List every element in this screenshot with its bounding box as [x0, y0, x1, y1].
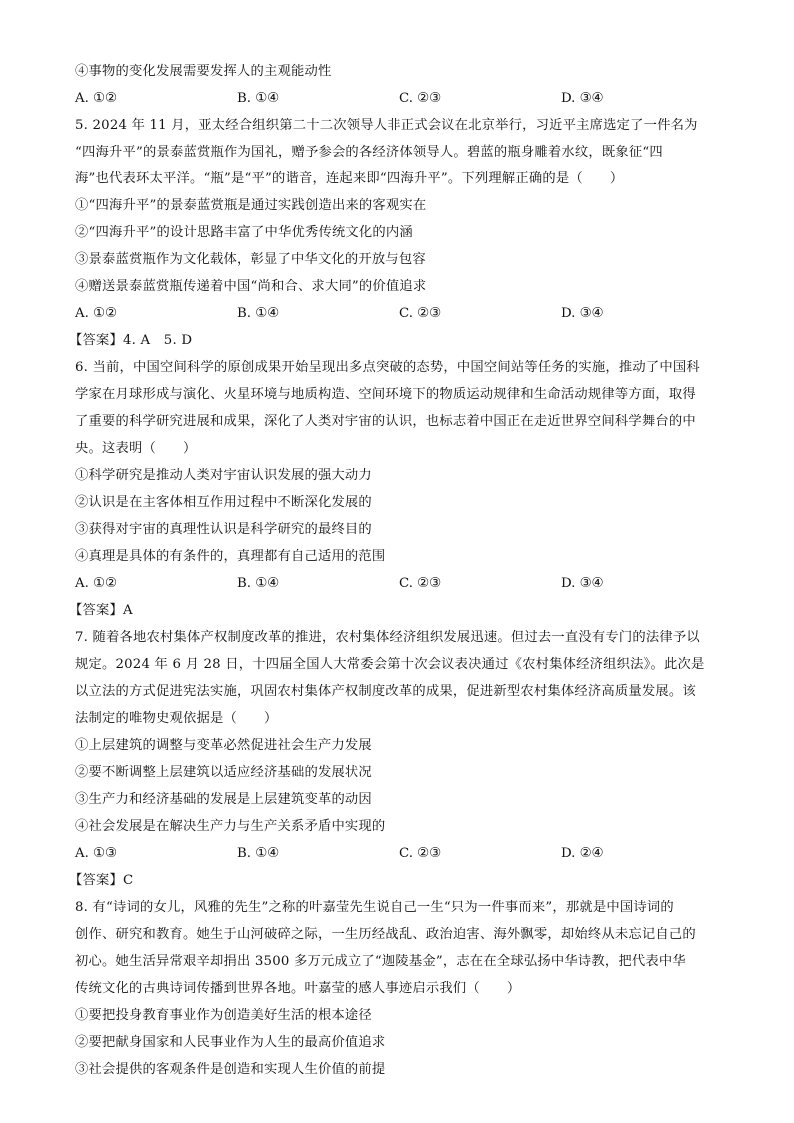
q6-item-4: ④真理是具体的有条件的，真理都有自己适用的范围: [75, 549, 386, 564]
q7-options: [75, 845, 725, 863]
q6-item-3: ③获得对宇宙的真理性认识是科学研究的最终目的: [75, 522, 372, 537]
q8-item-2: ②要把献身国家和人民事业作为人生的最高价值追求: [75, 1035, 386, 1050]
q7-item-2: ②要不断调整上层建筑以适应经济基础的发展状况: [75, 765, 372, 780]
answer-4-5: 【答案】4. A 5. D: [69, 333, 193, 348]
option-a: A. ①②: [75, 576, 117, 591]
item-4-text: ④事物的变化发展需要发挥人的主观能动性: [75, 64, 332, 79]
q4-options: [75, 90, 725, 108]
q8-item-3: ③社会提供的客观条件是创造和实现人生价值的前提: [75, 1062, 386, 1077]
q5-stem-line-1: 5. 2024 年 11 月，亚太经合组织第二十二次领导人非正式会议在北京举行，习近平主席选定了一件名为: [75, 118, 698, 133]
q5-item-2: ②“四海升平”的设计思路丰富了中华优秀传统文化的内涵: [75, 225, 413, 240]
q7-item-1: ①上层建筑的调整与变革必然促进社会生产力发展: [75, 738, 372, 753]
option-a: A. ①②: [75, 91, 117, 106]
q8-stem-line-2: 创作、研究和教育。她生于山河破碎之际，一生历经战乱、政治迫害、海外飘零，却始终从未忘记自己的: [75, 927, 696, 942]
q7-stem-line-3: 以立法的方式促进宪法实施，巩固农村集体产权制度改革的成果，促进新型农村集体经济高质量发展。该: [75, 684, 696, 699]
q5-item-3: ③景泰蓝赏瓶作为文化载体，彰显了中华文化的开放与包容: [75, 252, 426, 267]
q7-item-4: ④社会发展是在解决生产力与生产关系矛盾中实现的: [75, 819, 386, 834]
q8-stem-line-4: 传统文化的古典诗词传播到世界各地。叶嘉莹的感人事迹启示我们（ ）: [75, 981, 521, 996]
option-c: C. ②③: [399, 306, 441, 321]
option-c: C. ②③: [399, 846, 441, 861]
q6-item-2: ②认识是在主客体相互作用过程中不断深化发展的: [75, 495, 372, 510]
option-b: B. ①④: [237, 91, 280, 106]
q8-stem-line-1: 8. 有“诗词的女儿，风雅的先生”之称的叶嘉莹先生说自己一生“只为一件事而来”，那就是中国诗词的: [75, 900, 674, 915]
option-b: B. ①④: [237, 306, 280, 321]
q6-stem-line-1: 6. 当前，中国空间科学的原创成果开始呈现出多点突破的态势，中国空间站等任务的实施，推动了中国科: [75, 360, 700, 375]
q7-stem-line-1: 7. 随着各地农村集体产权制度改革的推进，农村集体经济组织发展迅速。但过去一直没有专门的法律予以: [75, 630, 700, 645]
q6-stem-line-2: 学家在月球形成与演化、火星环境与地质构造、空间环境下的物质运动规律和生命活动规律等方面，取得: [75, 387, 696, 402]
q5-stem-line-2: “四海升平”的景泰蓝赏瓶作为国礼，赠予参会的各经济体领导人。碧蓝的瓶身雕着水纹，既象征“四: [75, 145, 663, 160]
q7-stem-line-2: 规定。2024 年 6 月 28 日，十四届全国人大常委会第十次会议表决通过《农村集体经济组织法》。此次是: [75, 657, 705, 672]
q5-item-4: ④赠送景泰蓝赏瓶传递着中国“尚和合、求大同”的价值追求: [75, 279, 427, 294]
option-d: D. ③④: [561, 91, 604, 106]
q6-item-1: ①科学研究是推动人类对宇宙认识发展的强大动力: [75, 468, 372, 483]
q8-stem-line-3: 初心。她生活异常艰辛却捐出 3500 多万元成立了“迦陵基金”，志在在全球弘扬中华诗教，把代表中华: [75, 954, 686, 969]
answer-6: 【答案】A: [69, 603, 133, 618]
q5-stem-line-3: 海”也代表环太平洋。“瓶”是“平”的谐音，连起来即“四海升平”。下列理解正确的是（ ）: [75, 171, 624, 186]
q7-item-3: ③生产力和经济基础的发展是上层建筑变革的动因: [75, 792, 372, 807]
q6-stem-line-3: 了重要的科学研究进展和成果，深化了人类对宇宙的认识，也标志着中国正在走近世界空间科学舞台的中: [75, 414, 696, 429]
option-d: D. ③④: [561, 576, 604, 591]
q6-stem-line-4: 央。这表明（ ）: [75, 441, 197, 456]
option-a: A. ①③: [75, 846, 117, 861]
q7-stem-line-4: 法制定的唯物史观依据是（ ）: [75, 711, 278, 726]
option-c: C. ②③: [399, 91, 441, 106]
option-a: A. ①②: [75, 306, 117, 321]
q5-options: [75, 305, 725, 323]
q5-item-1: ①“四海升平”的景泰蓝赏瓶是通过实践创造出来的客观实在: [75, 198, 427, 213]
option-b: B. ①④: [237, 846, 280, 861]
option-c: C. ②③: [399, 576, 441, 591]
option-b: B. ①④: [237, 576, 280, 591]
answer-7: 【答案】C: [69, 873, 134, 888]
option-d: D. ②④: [561, 846, 604, 861]
option-d: D. ③④: [561, 306, 604, 321]
q6-options: [75, 575, 725, 593]
q8-item-1: ①要把投身教育事业作为创造美好生活的根本途径: [75, 1008, 372, 1023]
